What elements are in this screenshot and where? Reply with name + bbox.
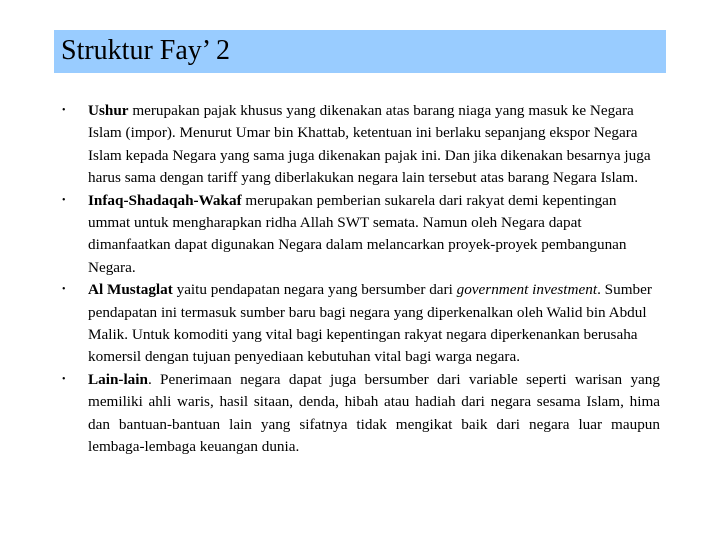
bullet-list [54,100,660,459]
bullet-icon: • [62,105,66,116]
item-term: Infaq-Shadaqah-Wakaf [88,191,242,209]
item-text: merupakan pajak khusus yang dikenakan atas barang niaga yang masuk ke Negara Islam (impor). Menurut Umar bin Khattab, ketentuan ini berlaku sepanjang ekspor Negara Islam kepada Negara yang sama juga dikenakan pajak ini. Dan jika dikenakan besarnya juga harus sama dengan tariff yang diberlakukan negara lain tersebut atas barang Negara Islam. [88,102,651,187]
item-text: . Penerimaan negara dapat juga bersumber dari variable seperti warisan yang memiliki ahli waris, hasil sitaan, denda, hibah atau hadiah dari negara sesama Islam, hima dan bantuan-bantuan lain yang sifatnya tidak mengikat baik dari negara luar maupun lembaga-lembaga keuangan dunia. [88,370,660,456]
item-paragraph [88,192,627,276]
item-paragraph [88,102,651,186]
item-term: Lain-lain [88,370,148,388]
item-italic-text: government investment [456,281,598,299]
list-item-lain-lain [54,369,660,459]
bullet-icon: • [62,284,66,296]
item-term: Ushur [88,102,129,119]
title-bar [54,30,666,73]
item-text: yaitu pendapatan negara yang bersumber dari [172,281,457,299]
item-text: . Sumber pendapatan ini termasuk sumber baru bagi negara yang diperkenalkan oleh Walid bin Abdul Malik. Untuk komoditi yang vital bagi kepentingan rakyat negara diperkenankan berusaha komersil dengan tujuan penyediaan kebutuhan vital bagi warga negara. [88,281,652,366]
item-term: Al Mustaglat [88,281,173,299]
item-paragraph [88,371,660,455]
list-item-infaq [54,190,660,280]
slide-title: Struktur Fay’ 2 [61,35,231,66]
bullet-icon: • [62,373,66,385]
bullet-icon: • [62,194,66,206]
item-text: merupakan pemberian sukarela dari rakyat demi kepentingan ummat untuk mengharapkan ridha Allah SWT semata. Namun oleh Negara dapat dimanfaatkan dapat digunakan Negara dalam melancarkan proyek-proyek pembangunan Negara. [88,191,627,276]
item-paragraph [88,281,652,365]
list-item-al-mustaglat [54,279,660,369]
list-item-ushur [54,100,660,190]
